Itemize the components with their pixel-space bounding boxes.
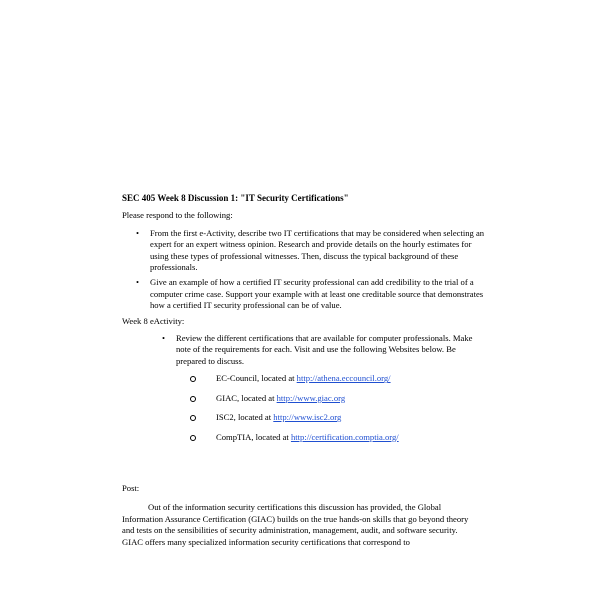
list-item <box>176 393 478 404</box>
eactivity-text: Review the different certifications that are available for computer professionals. Make note of the requirements for each. Visit and use the following Websites below. Be prepared to discuss. <box>176 333 473 366</box>
site-link-isc2[interactable]: http://www.isc2.org <box>273 412 342 423</box>
list-item <box>176 412 478 423</box>
eactivity-list <box>148 333 478 443</box>
document-content <box>122 193 492 548</box>
discussion-title: SEC 405 Week 8 Discussion 1: "IT Security Certifications" <box>122 193 349 203</box>
site-label: GIAC, located at <box>216 392 277 403</box>
site-label: CompTIA, located at <box>216 431 291 442</box>
intro-text: Please respond to the following: <box>122 210 233 221</box>
question-text: From the first e-Activity, describe two IT certifications that may be considered when selecting an expert for an expert witness opinion. Research and provide details on the hourly estimates for using these types of professional witnesses. Then, discuss the typical background of these professionals. <box>150 227 485 273</box>
bullet-icon: • <box>136 227 140 238</box>
list-item <box>122 277 492 311</box>
site-link-eccouncil[interactable]: http://athena.eccouncil.org/ <box>296 373 391 384</box>
list-item <box>176 432 478 443</box>
circle-bullet-icon <box>190 376 196 382</box>
list-item <box>122 228 492 274</box>
circle-bullet-icon <box>190 435 196 441</box>
question-text: Give an example of how a certified IT security professional can add credibility to the trial of a computer crime case. Support your example with at least one creditable source that demonstrates how a certified IT security professional can be of value. <box>150 277 484 311</box>
site-link-giac[interactable]: http://www.giac.org <box>276 392 346 403</box>
circle-bullet-icon <box>190 396 196 402</box>
site-label: ISC2, located at <box>216 412 274 423</box>
website-list <box>176 373 478 443</box>
list-item <box>176 373 478 384</box>
post-body: Out of the information security certifications this discussion has provided, the Global Information Assurance Certification (GIAC) builds on the true hands-on skills that go beyond theory and tests on the sensibilities of security administration, management, audit, and software security. GIAC offers many specialized information security certifications that correspond to <box>122 502 469 547</box>
bullet-icon: • <box>162 333 166 344</box>
question-list <box>122 228 492 312</box>
eactivity-label: Week 8 eActivity: <box>122 315 185 326</box>
site-label: EC-Council, located at <box>216 373 297 384</box>
list-item <box>148 333 478 443</box>
bullet-icon: • <box>136 277 140 288</box>
post-label: Post: <box>122 482 140 493</box>
circle-bullet-icon <box>190 415 196 421</box>
site-link-comptia[interactable]: http://certification.comptia.org/ <box>290 431 399 442</box>
